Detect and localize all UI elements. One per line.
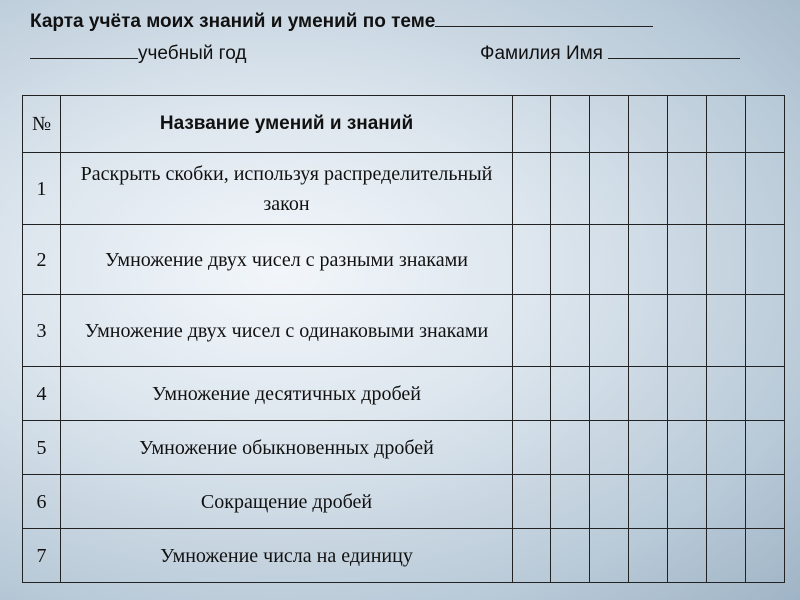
row-number: 5 [23,421,61,475]
mark-cell[interactable] [746,96,785,153]
mark-cell[interactable] [551,295,590,367]
subtitle-line [30,40,780,68]
year-blank[interactable] [30,40,138,59]
name-label: Фамилия Имя [480,43,603,64]
mark-cell[interactable] [629,529,668,583]
page-title: Карта учёта моих знаний и умений по теме [30,11,436,32]
row-number: 3 [23,295,61,367]
mark-cell[interactable] [746,421,785,475]
mark-cell[interactable] [629,421,668,475]
skills-table [22,95,785,583]
mark-cell[interactable] [707,295,746,367]
mark-cell[interactable] [590,295,629,367]
mark-cell[interactable] [513,529,551,583]
mark-cell[interactable] [513,153,551,225]
mark-cell[interactable] [513,295,551,367]
mark-cell[interactable] [513,367,551,421]
mark-cell[interactable] [668,367,707,421]
mark-cell[interactable] [707,529,746,583]
student-name-group [480,40,740,68]
table-header-row [23,96,785,153]
mark-cell[interactable] [746,153,785,225]
mark-cell[interactable] [590,96,629,153]
skill-name: Раскрыть скобки, используя распределительный закон [61,153,513,225]
mark-cell[interactable] [629,96,668,153]
table-row [23,421,785,475]
mark-cell[interactable] [551,225,590,295]
mark-cell[interactable] [746,295,785,367]
mark-cell[interactable] [668,225,707,295]
mark-cell[interactable] [668,475,707,529]
row-number: 7 [23,529,61,583]
title-line [30,8,780,36]
row-number: 6 [23,475,61,529]
name-column-header: Название умений и знаний [61,96,513,153]
mark-cell[interactable] [590,475,629,529]
mark-cell[interactable] [590,153,629,225]
mark-cell[interactable] [590,529,629,583]
year-label: учебный год [138,43,247,64]
mark-cell[interactable] [629,295,668,367]
row-number: 1 [23,153,61,225]
mark-cell[interactable] [629,225,668,295]
mark-cell[interactable] [668,529,707,583]
mark-cell[interactable] [707,225,746,295]
row-number: 2 [23,225,61,295]
mark-cell[interactable] [513,96,551,153]
mark-cell[interactable] [746,529,785,583]
mark-cell[interactable] [746,367,785,421]
mark-cell[interactable] [551,153,590,225]
mark-cell[interactable] [513,475,551,529]
table-row [23,367,785,421]
table-row [23,529,785,583]
mark-cell[interactable] [707,153,746,225]
mark-cell[interactable] [668,96,707,153]
mark-cell[interactable] [551,475,590,529]
skill-name: Умножение двух чисел с одинаковыми знаками [61,295,513,367]
mark-cell[interactable] [668,421,707,475]
mark-cell[interactable] [668,153,707,225]
mark-cell[interactable] [513,225,551,295]
mark-cell[interactable] [668,295,707,367]
skill-name: Умножение обыкновенных дробей [61,421,513,475]
table-row [23,475,785,529]
number-column-header: № [23,96,61,153]
mark-cell[interactable] [707,421,746,475]
mark-cell[interactable] [551,96,590,153]
table-row [23,153,785,225]
name-blank[interactable] [608,40,740,59]
table-row [23,225,785,295]
mark-cell[interactable] [746,475,785,529]
mark-cell[interactable] [551,421,590,475]
mark-cell[interactable] [629,153,668,225]
mark-cell[interactable] [590,367,629,421]
table-row [23,295,785,367]
mark-cell[interactable] [746,225,785,295]
skill-name: Умножение двух чисел с разными знаками [61,225,513,295]
mark-cell[interactable] [551,367,590,421]
mark-cell[interactable] [551,529,590,583]
mark-cell[interactable] [707,475,746,529]
topic-blank[interactable] [435,8,653,27]
mark-cell[interactable] [629,367,668,421]
skill-name: Умножение числа на единицу [61,529,513,583]
skill-name: Умножение десятичных дробей [61,367,513,421]
row-number: 4 [23,367,61,421]
skill-name: Сокращение дробей [61,475,513,529]
mark-cell[interactable] [590,421,629,475]
mark-cell[interactable] [590,225,629,295]
mark-cell[interactable] [513,421,551,475]
mark-cell[interactable] [707,96,746,153]
mark-cell[interactable] [629,475,668,529]
mark-cell[interactable] [707,367,746,421]
